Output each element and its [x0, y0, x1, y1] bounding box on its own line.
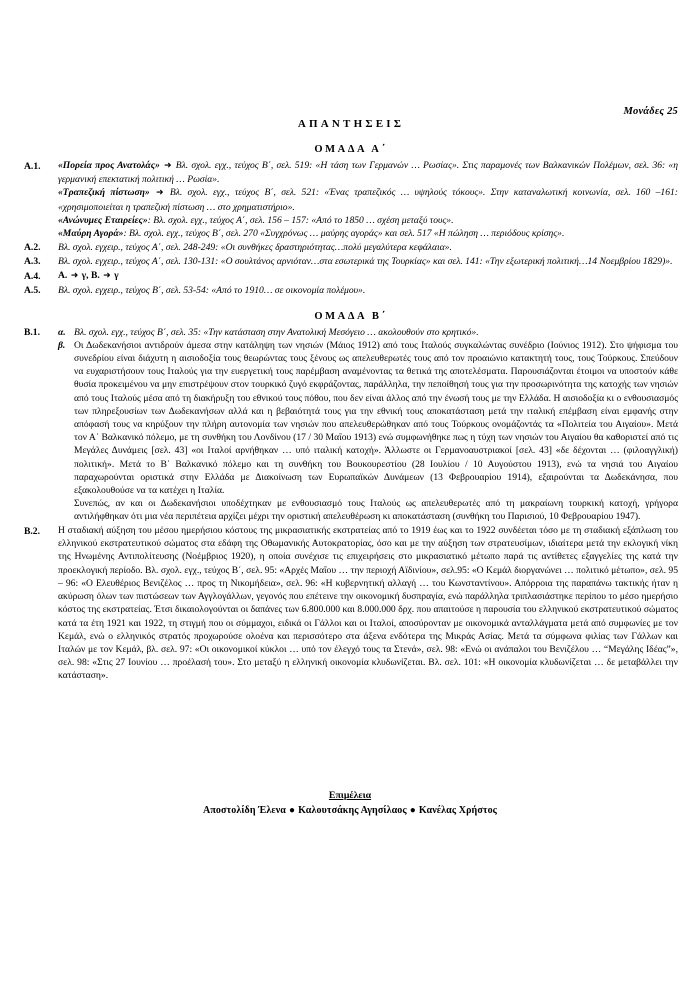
answer-body-a2: [58, 241, 678, 254]
answer-a4-paragraph-1: Α. ➜ γ, Β. ➜ γ: [58, 270, 119, 282]
answer-row-a5: [24, 284, 678, 298]
answer-b1-sub-b-paragraph-1: Οι Δωδεκανήσιοι αντιδρούν άμεσα στην κατάληψη των νησιών (Μάιος 1912) από τους Ιταλούς συγκαλώντας συνέδριο (Ιούνιος 1912). Στο ψήφισμα του συνεδρίου είναι διάχυτη η αισιοδοξία τους θεωρώντας τους ξένους ως απελευθερωτές τους από τον προαιώνιο κατακτητή τους, τους Τούρκους. Σπεύδουν να ευχαριστήσουν τους Ιταλούς για την ευεργετική τους παρέμβαση αναμένοντας τα θετικά της αποτελέσματα. Παρουσιάζονται έτοιμοι να υποστούν κάθε θυσία προκειμένου να μην επιστρέψουν στον τουρκικό ζυγό εκφράζοντας, παράλληλα, την πεποίθησή τους για την προσωρινότητα της κατοχής των νησιών από τους Ιταλούς μέσα από τη διακήρυξη του εθνικού τους πόθου, που δεν είναι άλλος από την ένωσή τους με την Ελλάδα. Η αισιοδοξία κι ο ενθουσιασμός των πληρεξουσίων των Δωδεκανήσων αλλά και η βεβαιότητά τους για την εθνική τους αποκατάσταση μετά την ιταλική επέμβαση είναι εμφανής στην απόφασή τους να κηρύξουν την πλήρη αυτονομία των νησιών που απελευθερώθηκαν από τους Τούρκους ονομάζοντάς τα «Πολιτεία του Αιγαίου». Μετά τον Α΄ Βαλκανικό πόλεμο, με τη συνθήκη του Λονδίνου (17 / 30 Μαΐου 1913) ενώ συμφωνήθηκε πως η τύχη των νησιών του Αιγαίου θα καθοριστεί από τις Μεγάλες Δυνάμεις [σελ. 43] «οι Ιταλοί αρνήθηκαν … υπό ιταλική κατοχή». Άλλωστε οι Γερμανοαυστριακοί [σελ. 43] «δε δέχονται … (φιλοαγγλική) πολιτική». Μετά το Β΄ Βαλκανικό πόλεμο και τη συνθήκη του Βουκουρεστίου (28 Ιουλίου / 10 Αυγούστου 1913), ενώ τα νησιά του Αιγαίου παραχωρούνται οριστικά στην Ελλάδα με Διακοίνωση των Ευρωπαϊκών Δυνάμεων (13 Φεβρουαρίου 1914), εξαιρούνται τα Δωδεκάνησα, που εξακολουθούσε να τα κατέχει η Ιταλία.: [74, 339, 678, 496]
answer-body-b1: [58, 326, 678, 524]
answer-row-b2: [24, 524, 678, 682]
answer-row-b1: [24, 326, 678, 524]
answer-b1-sub-b-paragraph-2: Συνεπώς, αν και οι Δωδεκανήσιοι υποδέχτηκαν με ενθουσιασμό τους Ιταλούς ως απελευθερωτές από τη μακραίωνη τουρκική κατοχή, γρήγορα αντιλήφθηκαν ότι μια νέα περιπέτεια αρχίζει μέχρι την οριστική απελευθέρωση κι αποκατάσταση (συνθήκη του Παρισιού, 10 Φεβρουαρίου 1947).: [74, 498, 678, 523]
answer-b1-sub-b-body: [74, 339, 678, 524]
answer-row-a4: [24, 269, 678, 283]
answer-body-a1: [58, 159, 678, 240]
answer-a1-paragraph-1: «Πορεία προς Ανατολάς» ➜ Βλ. σχολ. εγχ., τεύχος Β΄, σελ. 519: «Η τάση των Γερμανών … Ρωσίας». Στις παραμονές των Βαλκανικών Πολέμων, σελ. 36: «η γερμανική επεκτατική πολιτική … Ρωσία».: [58, 160, 678, 186]
answer-row-a3: [24, 255, 678, 269]
answer-b2-paragraph-1: Η σταδιακή αύξηση του μέσου ημερήσιου κόστους της μικρασιατικής εκστρατείας από το 1919 έως και το 1922 συνδέεται τόσο με τη σταδιακή εξάπλωση του ελληνικού εκστρατευτικού σώματος στα εδάφη της Οθωμανικής Αυτοκρατορίας, όσο και με την αύξηση των στρατευσίμων, ιδιαίτερα μετά την εκλογική νίκη της Ηνωμένης Αντιπολίτευσης (Νοέμβριος 1920), η οποία συνέχισε τις επιχειρήσεις στο μικρασιατικό μέτωπο παρά τις αντίθετες εξαγγελίες της κατά την προεκλογική περίοδο. Βλ. σχολ. εγχ., τεύχος Β΄, σελ. 95: «Αρχές Μαΐου … την περιοχή Αϊδινίου», σελ.95: «Ο Κεμάλ διοργανώνει … πολιτικό μέτωπο», σελ. 95 – 96: «Ο Ελευθέριος Βενιζέλος … προς τη Νικομήδεια», σελ. 96: «Η κυβερνητική αλλαγή … του Κωνσταντίνου». Απόρροια της παραπάνω τακτικής ήταν η ακύρωση όλων των πιστώσεων των Αγγλογάλλων, γεγονός που επέτεινε την οικονομική δυσπραγία, ενώ παράλληλα τριπλασιάστηκε περίπου το μέσο ημερήσιο κόστος της εκστρατείας. Έτσι δικαιολογούνται οι δαπάνες των 6.800.000 και 8.000.000 δρχ. που απαιτούσε η παρουσία του ελληνικού εκστρατευτικού σώματος κατά τα έτη 1921 και 1922, τη στιγμή που οι σύμμαχοι, ειδικά οι Γάλλοι και οι Ιταλοί, αποσύρονταν με οικονομικά ανταλλάγματα μετά από συμφωνίες με τον Κεμάλ, ενώ ο ελληνικός στρατός προχωρούσε ολοένα και περισσότερο στα άξενα ενδότερα της Μικράς Ασίας. Μετά τα σύμφωνα φιλίας των Γάλλων και Ιταλών με τον Κεμάλ, βλ. σελ. 97: «Οι οικονομικοί κύκλοι … υπό τον έλεγχό τους τα Στενά», σελ. 98: «Ενώ οι ανάπαλοι του Βενιζέλου … “Μεγάλης Ιδέας”», σελ. 98: «Στις 27 Ιουνίου … προέλασή του». Στο μεταξύ η ελληνική οικονομία κλυδωνίζεται. Βλ. σελ. 101: «Η οικονομία κλυδωνίζεται … δε μεταβάλλει την κατάσταση».: [58, 525, 678, 682]
answer-label-b1: Β.1.: [24, 327, 40, 339]
answer-row-a2: [24, 241, 678, 255]
answer-body-a3: [58, 255, 678, 268]
credits-names: [0, 805, 700, 816]
answer-b1-sub-b: [58, 339, 678, 524]
answer-a3-paragraph-1: Βλ. σχολ. εγχειρ., τεύχος Α΄, σελ. 130-131: «Ο σουλτάνος αρνιόταν…στα εσωτερικά της Τουρκίας» και σελ. 141: «Την εξωτερική πολιτική…14 Νοεμβρίου 1829)».: [58, 255, 673, 267]
credits-block: [0, 790, 700, 816]
answer-a5-paragraph-1: Βλ. σχολ. εγχειρ., τεύχος Β΄, σελ. 53-54: «Από το 1910… σε οικονομία πολέμου».: [58, 284, 366, 296]
group-b-title: ΟΜΑΔΑ Β΄: [314, 310, 388, 322]
answer-b1-sub-a: [58, 326, 678, 339]
answer-row-a1: [24, 159, 678, 240]
answer-label-a1: Α.1.: [24, 160, 41, 172]
answer-a1-paragraph-2: «Τραπεζική πίστωση» ➜ Βλ. σχολ. εγχ., τεύχος Β΄, σελ. 521: «Ένας τραπεζικός … υψηλούς τόκους». Στην καταναλωτική κοινωνία, σελ. 160 –161: «χρησιμοποιείται η τραπεζική πίστωση … στο χρηματιστήριο».: [58, 187, 678, 213]
answer-a1-paragraph-3: «Ανώνυμες Εταιρείες»: Βλ. σχολ. εγχ., τεύχος Α΄, σελ. 156 – 157: «Από το 1850 … σχέση μεταξύ τους».: [58, 214, 454, 226]
credits-separator-1: ●: [288, 805, 296, 816]
credits-title: Επιμέλεια: [328, 790, 372, 801]
credit-name-1: Αποστολίδη Έλενα: [203, 805, 286, 816]
answer-body-a5: [58, 284, 678, 297]
answer-a1-paragraph-4: «Μαύρη Αγορά»: Βλ. σχολ. εγχ., τεύχος Β΄, σελ. 270 «Συγχρόνως … μαύρης αγοράς» και σελ. 517 «Η πώληση … περιόδους κρίσης».: [58, 228, 565, 240]
marks-label: Μονάδες 25: [623, 106, 678, 117]
credit-name-3: Κανέλας Χρήστος: [418, 805, 497, 816]
answer-b1-sub-a-text: Βλ. σχολ. εγχ., τεύχος Β΄, σελ. 35: «Την κατάσταση στην Ανατολική Μεσόγειο … ακολουθούν στο κρητικό».: [74, 326, 479, 338]
credit-name-2: Καλουτσάκης Αγησίλαος: [298, 805, 407, 816]
answer-label-a5: Α.5.: [24, 285, 41, 297]
answer-label-b2: Β.2.: [24, 525, 40, 537]
answer-b1-sub-a-label: α.: [58, 326, 66, 338]
answer-label-a4: Α.4.: [24, 270, 41, 282]
document-content: [24, 118, 678, 683]
answer-b1-sub-b-label: β.: [58, 339, 66, 351]
answer-body-a4: [58, 269, 678, 283]
answer-body-b2: [58, 524, 678, 682]
group-a-title: ΟΜΑΔΑ Α΄: [314, 144, 388, 155]
answer-a2-paragraph-1: Βλ. σχολ. εγχειρ., τεύχος Α΄, σελ. 248-249: «Οι συνθήκες δραστηριότητας…πολύ μεγαλύτερα κεφάλαια».: [58, 241, 452, 253]
answer-label-a2: Α.2.: [24, 242, 41, 254]
credits-separator-2: ●: [409, 805, 416, 816]
page-title: ΑΠΑΝΤΗΣΕΙΣ: [297, 118, 405, 130]
answer-label-a3: Α.3.: [24, 256, 41, 268]
